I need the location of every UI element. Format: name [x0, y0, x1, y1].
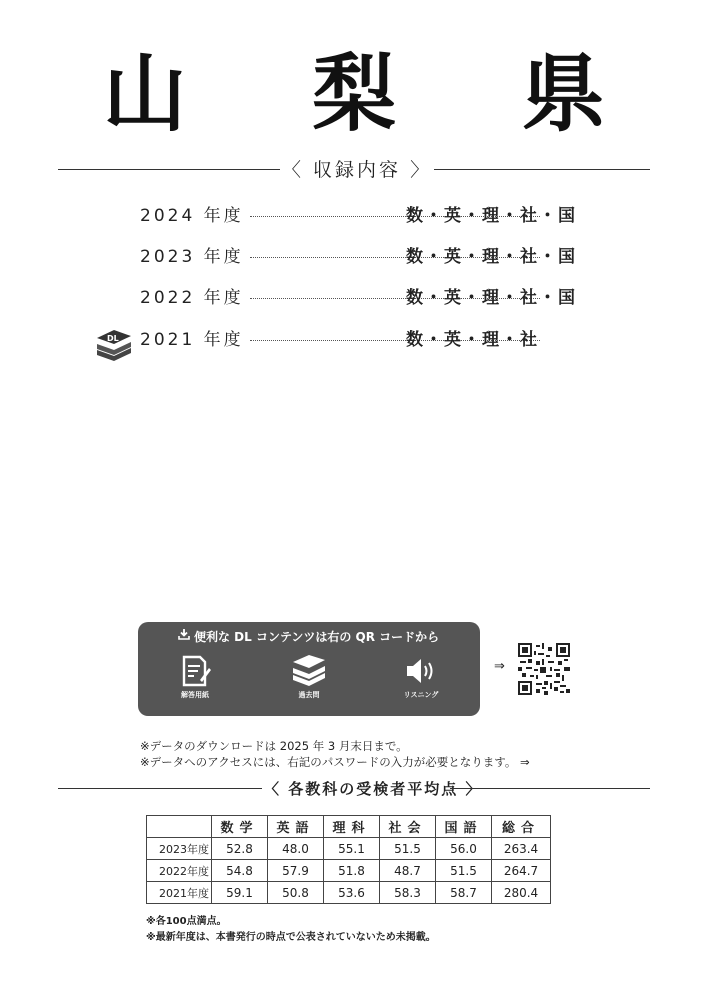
- table-cell: 51.8: [324, 860, 380, 882]
- dl-item-books: [274, 654, 344, 710]
- table-header-row: [147, 816, 551, 838]
- contents-year: 2024 年度: [140, 206, 244, 226]
- table-header-cell: 社会: [380, 816, 436, 838]
- dl-badge-text: DL: [107, 334, 119, 343]
- contents-row: [140, 243, 600, 271]
- scores-heading-label: 〈 各教科の受検者平均点 〉: [264, 780, 483, 798]
- table-cell: 50.8: [268, 882, 324, 904]
- table-cell: 263.4: [492, 838, 551, 860]
- contents-subjects: 数・英・理・社・国: [406, 247, 577, 267]
- answer-sheet-icon: [178, 654, 212, 688]
- table-cell: 264.7: [492, 860, 551, 882]
- contents-subjects: 数・英・理・社: [406, 330, 539, 350]
- table-header-cell: 数学: [212, 816, 268, 838]
- contents-row: [140, 284, 600, 312]
- contents-year: 2022 年度: [140, 288, 244, 308]
- contents-subjects: 数・英・理・社・国: [406, 206, 577, 226]
- table-cell: 53.6: [324, 882, 380, 904]
- table-cell: 51.5: [436, 860, 492, 882]
- table-row-year: 2021年度: [147, 882, 212, 904]
- dl-item-caption: 解答用紙: [181, 691, 209, 699]
- table-cell: 52.8: [212, 838, 268, 860]
- table-cell: 59.1: [212, 882, 268, 904]
- table-row: [147, 838, 551, 860]
- contents-subjects: 数・英・理・社・国: [406, 288, 577, 308]
- table-cell: 56.0: [436, 838, 492, 860]
- table-row-year: 2023年度: [147, 838, 212, 860]
- contents-year: 2021 年度: [140, 330, 244, 350]
- arrow-right-icon: ⇒: [494, 659, 505, 674]
- table-header-cell: [147, 816, 212, 838]
- table-cell: 48.0: [268, 838, 324, 860]
- table-row-year: 2022年度: [147, 860, 212, 882]
- dl-item-answer-sheet: [160, 654, 230, 710]
- table-row: [147, 860, 551, 882]
- page-title: 山 梨 県: [102, 45, 654, 143]
- table-cell: 57.9: [268, 860, 324, 882]
- contents-year: 2023 年度: [140, 247, 244, 267]
- password-note: ※データへのアクセスには、右記のパスワードの入力が必要となります。 ⇒: [140, 755, 530, 769]
- books-icon: [290, 654, 328, 688]
- table-header-cell: 国語: [436, 816, 492, 838]
- dl-panel-title: 便利な DL コンテンツは右の QR コードから: [194, 630, 440, 644]
- scores-heading: [58, 774, 650, 804]
- contents-row: [140, 326, 600, 354]
- dl-books-icon: [94, 328, 134, 362]
- contents-heading: [58, 155, 650, 185]
- download-icon: [178, 628, 190, 640]
- table-cell: 54.8: [212, 860, 268, 882]
- table-cell: 58.7: [436, 882, 492, 904]
- table-row: [147, 882, 551, 904]
- dl-content-panel: [138, 622, 480, 716]
- table-header-cell: 理科: [324, 816, 380, 838]
- footnote-full-marks: ※各100点満点。: [146, 916, 227, 927]
- dl-item-caption: 過去問: [298, 691, 320, 699]
- table-cell: 48.7: [380, 860, 436, 882]
- table-header-cell: 英語: [268, 816, 324, 838]
- contents-heading-label: 〈 収録内容 〉: [282, 159, 433, 181]
- table-cell: 55.1: [324, 838, 380, 860]
- qr-code[interactable]: [518, 643, 570, 695]
- dl-item-caption: リスニング: [403, 691, 439, 699]
- dl-item-listening: [386, 654, 456, 710]
- contents-row: [140, 202, 600, 230]
- table-header-cell: 総合: [492, 816, 551, 838]
- speaker-icon: [403, 654, 439, 688]
- average-scores-table: [146, 815, 551, 904]
- table-cell: 51.5: [380, 838, 436, 860]
- footnote-latest-year: ※最新年度は、本書発行の時点で公表されていないため未掲載。: [146, 932, 436, 943]
- table-cell: 58.3: [380, 882, 436, 904]
- table-cell: 280.4: [492, 882, 551, 904]
- download-deadline-note: ※データのダウンロードは 2025 年 3 月末日まで。: [140, 739, 408, 753]
